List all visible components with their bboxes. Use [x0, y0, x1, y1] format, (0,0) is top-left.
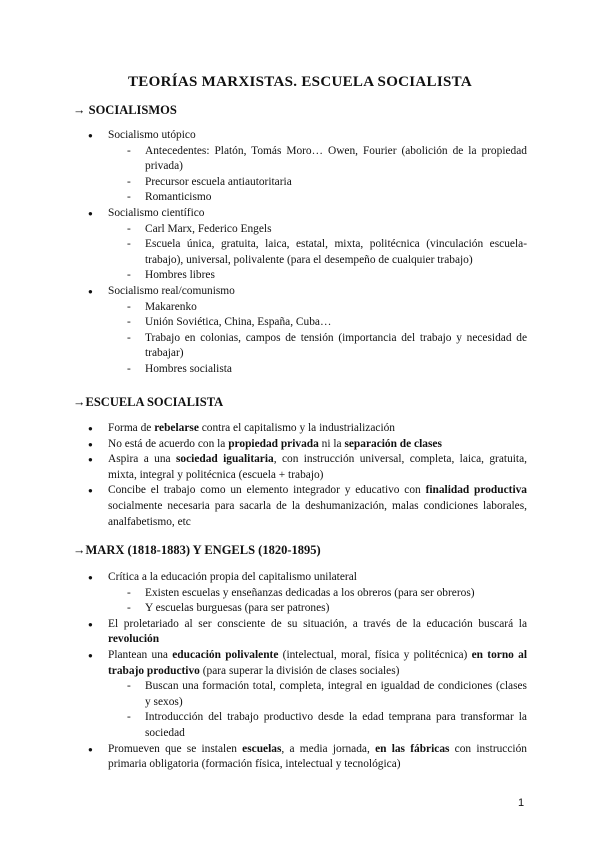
bullet-educacion-polivalente [83, 648, 527, 679]
text: , a media jornada, [281, 742, 376, 755]
sub-item-trabajo-temprano: - Introducción del trabajo productivo desde la edad temprana para transformar la sociedad [83, 710, 527, 741]
text: (para superar la división de clases sociales) [199, 664, 400, 677]
text: No está de acuerdo con la [108, 437, 229, 450]
text: Plantean una [108, 648, 173, 661]
text: socialmente necesaria para sacarla de la deshumanización, malas condiciones laborales, analfabetismo, etc [108, 499, 527, 528]
sub-item-hombres-libres: - Hombres libres [83, 268, 527, 284]
text: Promueven que se instalen [108, 742, 243, 755]
bullet-socialismo-real: ● Socialismo real/comunismo [83, 284, 527, 300]
text: El proletariado al ser consciente de su situación, a través de la educación buscará la [108, 617, 527, 630]
text: Concibe el trabajo como un elemento integrador y educativo con [108, 484, 426, 497]
bullet-rebelarse [83, 421, 527, 437]
text: , con instrucción universal, completa, laica, gratuita, mixta, integral y politécnica (escuela + trabajo) [108, 453, 527, 481]
sub-item-makarenko: - Makarenko [83, 300, 527, 316]
page-title: TEORÍAS MARXISTAS. ESCUELA SOCIALISTA [128, 74, 472, 90]
sub-item-marx-engels: - Carl Marx, Federico Engels [83, 222, 527, 238]
sub-item-hombres-socialista: - Hombres socialista [83, 362, 527, 378]
sub-item-antecedentes: - Antecedentes: Platón, Tomás Moro… Owen, Fourier (abolición de la propiedad privada) [83, 144, 527, 175]
sub-item-union-sovietica: - Unión Soviética, China, España, Cuba… [83, 315, 527, 331]
bullet-critica-capitalismo: ● Crítica a la educación propia del capitalismo unilateral [83, 570, 527, 586]
text: Forma de [108, 422, 155, 434]
keyword-fabricas: en las fábricas [375, 742, 450, 755]
keyword-escuelas: escuelas [242, 742, 282, 755]
bullet-proletariado [83, 617, 527, 648]
sub-item-formacion-total: - Buscan una formación total, completa, integral en igualdad de condiciones (clases y sexos) [83, 679, 527, 710]
text: (intelectual, moral, física y politécnica) [278, 648, 472, 661]
keyword-sociedad-igualitaria: sociedad igualitaria [175, 453, 274, 466]
socialismos-list [83, 128, 527, 378]
text: con instrucción primaria obligatoria (formación física, intelectual y tecnológica) [108, 742, 527, 771]
bullet-propiedad-privada [83, 437, 527, 453]
keyword-trabajo-productivo: en torno al trabajo productivo [108, 648, 527, 677]
text: ni la [318, 437, 345, 450]
sub-item-trabajo-colonias: - Trabajo en colonias, campos de tensión (importancia del trabajo y necesidad de trabajar) [83, 331, 527, 362]
keyword-separacion-clases: separación de clases [344, 437, 442, 450]
page-number: 1 [518, 797, 525, 809]
marx-engels-list [83, 570, 527, 773]
keyword-educacion-polivalente: educación polivalente [172, 648, 279, 661]
keyword-propiedad-privada: propiedad privada [228, 437, 319, 450]
keyword-finalidad-productiva: finalidad productiva [425, 484, 528, 497]
sub-item-escuelas-obreros: - Existen escuelas y enseñanzas dedicadas a los obreros (para ser obreros) [83, 586, 527, 602]
escuela-socialista-list [83, 421, 527, 530]
sub-item-escuela-unica: - Escuela única, gratuita, laica, estatal, mixta, politécnica (vinculación escuela-trabajo), universal, polivalente (para el desempeño de cualquier trabajo) [83, 237, 527, 268]
sub-item-precursor: - Precursor escuela antiautoritaria [83, 175, 527, 191]
text: contra el capitalismo y la industrialización [198, 422, 395, 434]
bullet-escuelas-fabricas [83, 742, 527, 773]
section-heading-socialismos: → SOCIALISMOS [73, 103, 177, 117]
text: Aspira a una [108, 453, 176, 466]
bullet-socialismo-utopico: ● Socialismo utópico [83, 128, 527, 144]
bullet-sociedad-igualitaria [83, 452, 527, 483]
section-heading-escuela-socialista: →ESCUELA SOCIALISTA [73, 395, 224, 409]
keyword-revolucion: revolución [108, 633, 160, 646]
bullet-finalidad-productiva [83, 483, 527, 530]
sub-item-romanticismo: - Romanticismo [83, 190, 527, 206]
sub-item-escuelas-burguesas: - Y escuelas burguesas (para ser patrones) [83, 601, 527, 617]
section-heading-marx-engels: →MARX (1818-1883) Y ENGELS (1820-1895) [73, 543, 321, 557]
keyword-rebelarse: rebelarse [154, 422, 199, 434]
bullet-socialismo-cientifico: ● Socialismo científico [83, 206, 527, 222]
